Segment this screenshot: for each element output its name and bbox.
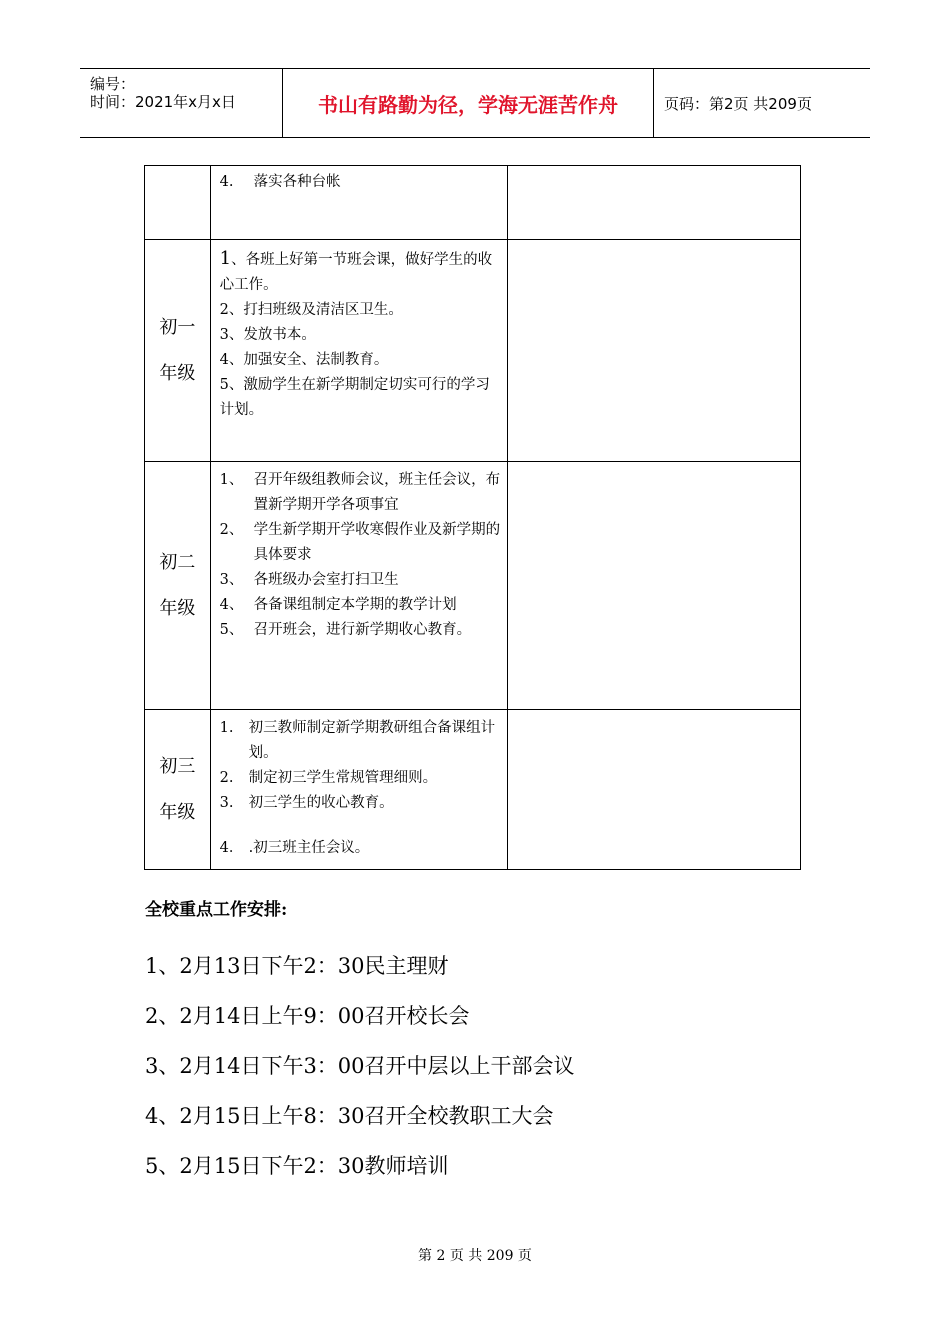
list-item — [220, 246, 502, 298]
list-item — [220, 298, 502, 323]
item-text: 召开年级组教师会议，班主任会议，布置新学期开学各项事宜 — [253, 472, 501, 513]
notes-cell — [508, 240, 801, 462]
notes-cell — [508, 166, 801, 240]
items-cell — [210, 710, 508, 870]
table-row — [145, 710, 801, 870]
list-item — [220, 791, 502, 816]
list-item: 4、2月15日上午8：30召开全校教职工大会 — [145, 1104, 554, 1128]
list-item — [220, 518, 502, 568]
grade-label: 初三 — [159, 755, 196, 777]
header-page-info: 页码：第2页 共209页 — [664, 94, 812, 113]
item-text: 召开班会，进行新学期收心教育。 — [253, 622, 472, 638]
item-text: 、激励学生在新学期制定切实可行的学习计划。 — [219, 377, 490, 418]
item-number: 2、 — [219, 522, 244, 538]
header-motto-cell — [283, 69, 654, 137]
list-item — [220, 170, 502, 195]
grade-cell — [145, 166, 211, 240]
list-item — [220, 373, 502, 423]
table-row — [145, 462, 801, 710]
table-row — [145, 240, 801, 462]
item-text: 落实各种台帐 — [253, 174, 341, 190]
item-number: 1、 — [219, 472, 244, 488]
item-number: 4． — [219, 840, 244, 856]
grade-label: 年级 — [159, 362, 196, 384]
grade-label: 初一 — [159, 316, 196, 338]
notes-cell — [508, 710, 801, 870]
item-number: 5、 — [219, 622, 244, 638]
list-item: 5、2月15日下午2：30教师培训 — [145, 1154, 449, 1178]
grade-label: 年级 — [159, 597, 196, 619]
items-cell — [210, 240, 508, 462]
grade-cell — [145, 462, 211, 710]
item-number: 4. — [219, 174, 234, 190]
list-item — [220, 348, 502, 373]
item-number: 4 — [219, 352, 229, 368]
list-item — [220, 766, 502, 791]
item-number: 1. — [219, 720, 234, 736]
item-number: 2 — [219, 302, 229, 318]
item-text: 制定初三学生常规管理细则。 — [248, 770, 438, 786]
list-item — [220, 323, 502, 348]
list-item: 1、2月13日下午2：30民主理财 — [145, 954, 449, 978]
items-cell — [210, 166, 508, 240]
item-text: .初三班主任会议。 — [248, 840, 370, 856]
item-number: 3 — [219, 327, 229, 343]
item-text: 、加强安全、法制教育。 — [228, 352, 389, 368]
item-number: 4、 — [219, 597, 244, 613]
grade-label: 初二 — [159, 551, 196, 573]
item-text: 初三教师制定新学期教研组合备课组计划。 — [248, 720, 496, 761]
work-plan-table — [144, 165, 801, 870]
item-text: 各备课组制定本学期的教学计划 — [253, 597, 457, 613]
item-text: 、打扫班级及清洁区卫生。 — [228, 302, 403, 318]
item-number: 5 — [219, 377, 229, 393]
date-line: 时间：2021年x月x日 — [90, 93, 236, 111]
item-text: 学生新学期开学收寒假作业及新学期的具体要求 — [253, 522, 501, 563]
list-item: 2、2月14日上午9：00召开校长会 — [145, 1004, 470, 1028]
item-text: 、发放书本。 — [228, 327, 316, 343]
section-title: 全校重点工作安排: — [145, 900, 288, 920]
page-footer: 第 2 页 共 209 页 — [418, 1248, 532, 1264]
item-text: 初三学生的收心教育。 — [248, 795, 394, 811]
list-item — [220, 593, 502, 618]
header-meta-cell — [80, 69, 283, 137]
table-row — [145, 166, 801, 240]
motto: 书山有路勤为径，学海无涯苦作舟 — [318, 92, 618, 117]
item-number: 1 — [219, 248, 232, 269]
list-item: 3、2月14日下午3：00召开中层以上干部会议 — [145, 1054, 575, 1078]
list-item — [220, 568, 502, 593]
items-cell — [210, 462, 508, 710]
list-item — [220, 716, 502, 766]
notes-cell — [508, 462, 801, 710]
grade-label: 年级 — [159, 801, 196, 823]
item-number: 3. — [219, 795, 234, 811]
item-text: 、各班上好第一节班会课，做好学生的收心工作。 — [219, 252, 493, 293]
list-item — [220, 618, 502, 643]
item-text: 各班级办会室打扫卫生 — [253, 572, 399, 588]
schedule-list — [145, 946, 575, 1196]
grade-cell — [145, 240, 211, 462]
list-item — [220, 468, 502, 518]
item-number: 2. — [219, 770, 234, 786]
document-header — [80, 68, 870, 138]
grade-cell — [145, 710, 211, 870]
number-label: 编号： — [90, 75, 136, 93]
list-item — [220, 836, 502, 861]
item-number: 3、 — [219, 572, 244, 588]
